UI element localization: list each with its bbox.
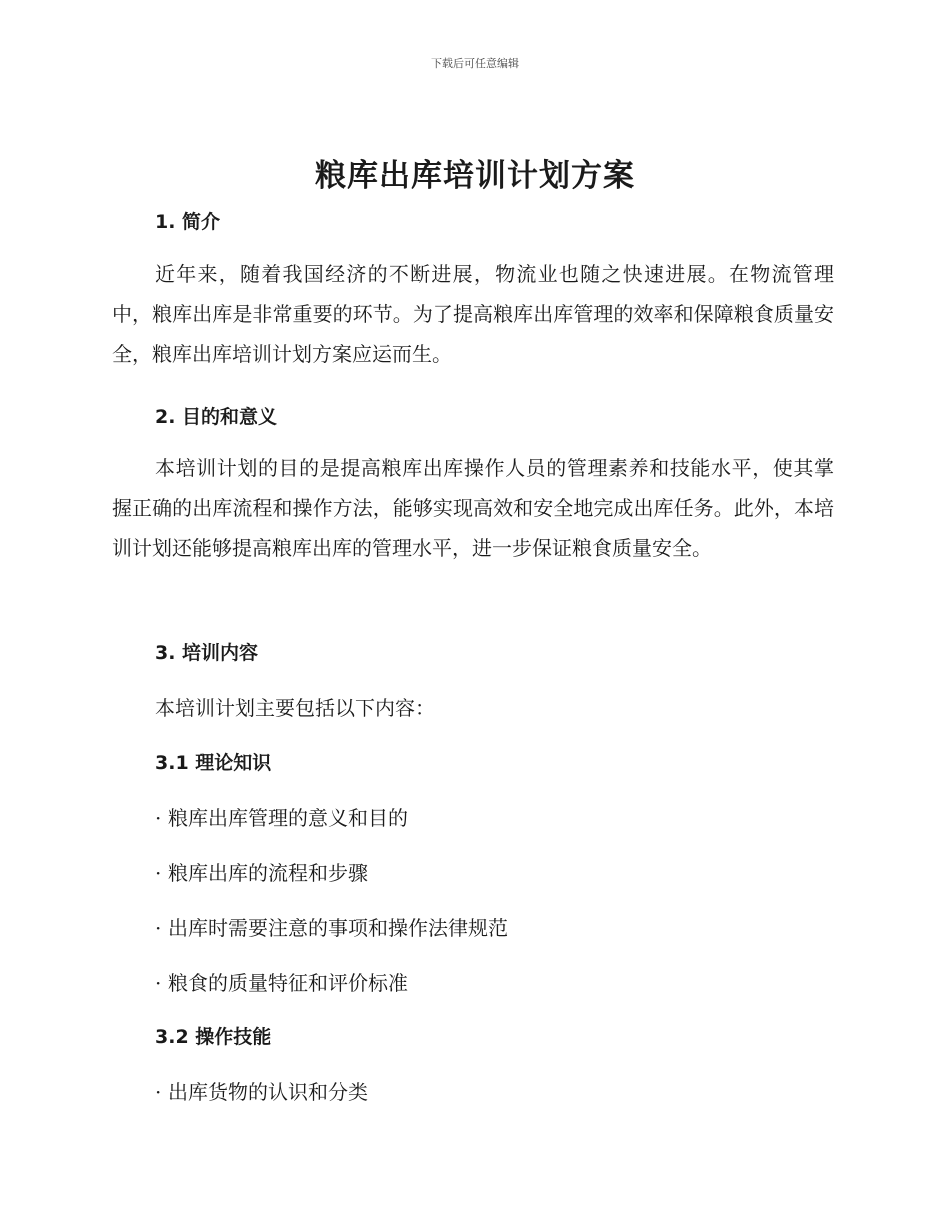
bullet-icon: · bbox=[155, 916, 162, 940]
document-title: 粮库出库培训计划方案 bbox=[315, 158, 635, 194]
section-paragraph-intro: 近年来，随着我国经济的不断进展，物流业也随之快速进展。在物流管理中，粮库出库是非常重要的环节。为了提高粮库出库管理的效率和保障粮食质量安全，粮库出库培训计划方案应运而生。 bbox=[112, 262, 834, 366]
bullet-icon: · bbox=[155, 861, 162, 885]
section-heading-intro: 1. 简介 bbox=[155, 211, 221, 233]
subsection-heading-skills: 3.2 操作技能 bbox=[155, 1026, 272, 1048]
section-paragraph-purpose: 本培训计划的目的是提高粮库出库操作人员的管理素养和技能水平，使其掌握正确的出库流程和操作方法，能够实现高效和安全地完成出库任务。此外，本培训计划还能够提高粮库出库的管理水平，进一步保证粮食质量安全。 bbox=[112, 456, 834, 560]
list-item: · 粮库出库的流程和步骤 bbox=[155, 861, 368, 885]
content-intro: 本培训计划主要包括以下内容： bbox=[155, 696, 435, 720]
bullet-icon: · bbox=[155, 971, 162, 995]
section-heading-content: 3. 培训内容 bbox=[155, 642, 259, 664]
list-item: · 粮食的质量特征和评价标准 bbox=[155, 971, 408, 995]
bullet-icon: · bbox=[155, 806, 162, 830]
header-note: 下载后可任意编辑 bbox=[431, 57, 519, 70]
section-heading-purpose: 2. 目的和意义 bbox=[155, 406, 278, 428]
list-item: · 出库时需要注意的事项和操作法律规范 bbox=[155, 916, 508, 940]
subsection-heading-theory: 3.1 理论知识 bbox=[155, 752, 272, 774]
list-item: · 出库货物的认识和分类 bbox=[155, 1080, 368, 1104]
bullet-icon: · bbox=[155, 1080, 162, 1104]
list-item: · 粮库出库管理的意义和目的 bbox=[155, 806, 408, 830]
